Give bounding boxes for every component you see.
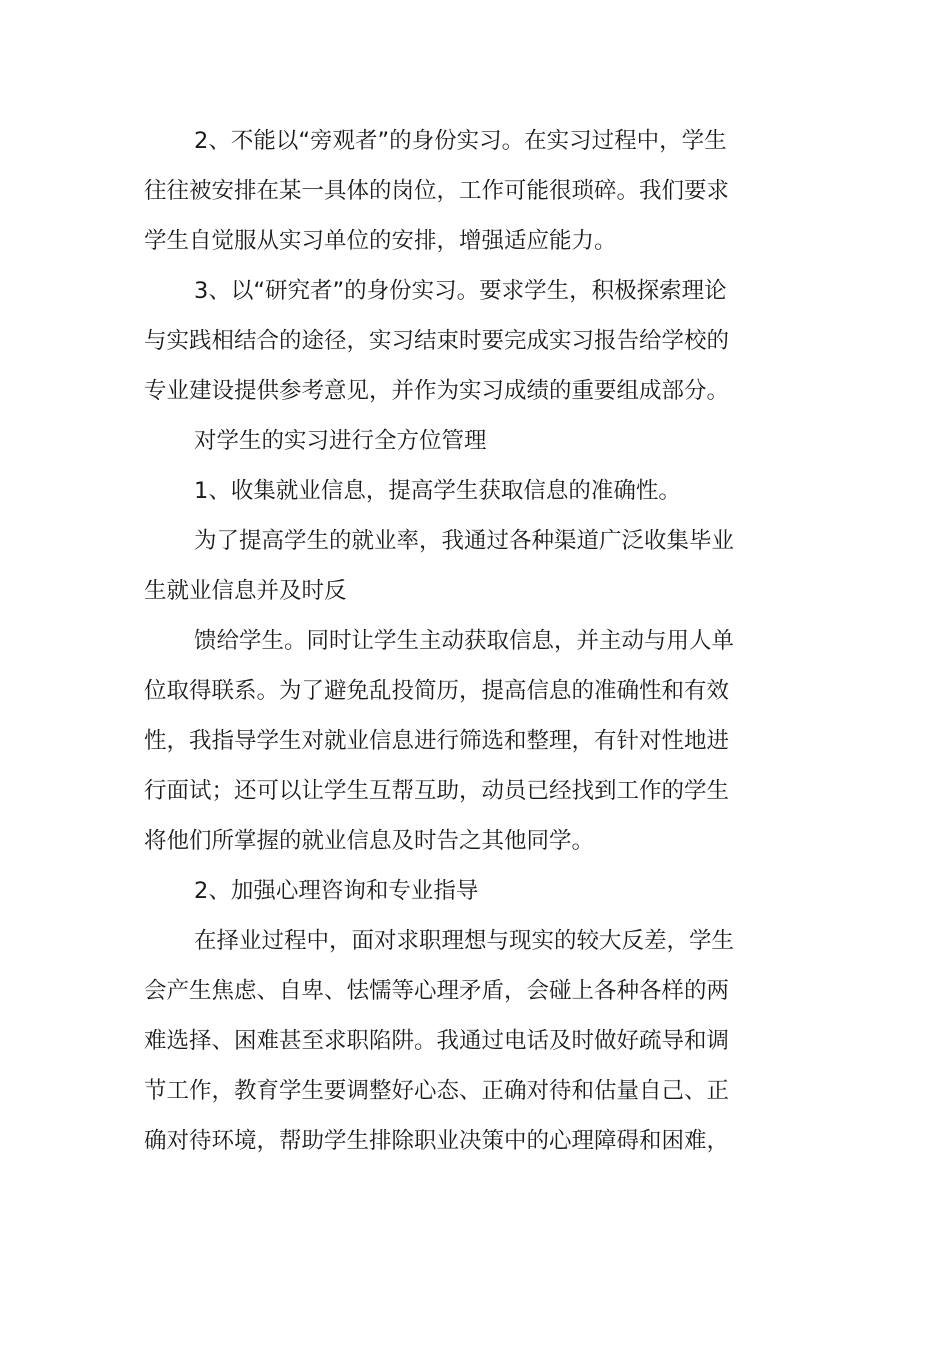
document-body — [144, 116, 744, 1166]
paragraph-researcher-internship: 3、以“研究者”的身份实习。要求学生，积极探索理论与实践相结合的途径，实习结束时要完成实习报告给学校的专业建设提供参考意见，并作为实习成绩的重要组成部分。 — [144, 278, 730, 404]
subheading-collect-info: 1、收集就业信息，提高学生获取信息的准确性。 — [194, 478, 681, 504]
paragraph-employment-rate: 为了提高学生的就业率，我通过各种渠道广泛收集毕业生就业信息并及时反 — [144, 528, 735, 604]
paragraph-bystander-internship: 2、不能以“旁观者”的身份实习。在实习过程中，学生往往被安排在某一具体的岗位，工作可能很琐碎。我们要求学生自觉服从实习单位的安排，增强适应能力。 — [144, 128, 730, 254]
paragraph-job-selection: 在择业过程中，面对求职理想与现实的较大反差，学生会产生焦虑、自卑、怯懦等心理矛盾，会碰上各种各样的两难选择、困难甚至求职陷阱。我通过电话及时做好疏导和调节工作，教育学生要调整好心态、正确对待和估量自己、正确对待环境，帮助学生排除职业决策中的心理障碍和困难， — [144, 928, 735, 1154]
section-heading-management: 对学生的实习进行全方位管理 — [194, 428, 487, 454]
paragraph-feedback: 馈给学生。同时让学生主动获取信息，并主动与用人单位取得联系。为了避免乱投简历，提高信息的准确性和有效性，我指导学生对就业信息进行筛选和整理，有针对性地进行面试；还可以让学生互帮互助，动员已经找到工作的学生将他们所掌握的就业信息及时告之其他同学。 — [144, 628, 735, 854]
subheading-counseling: 2、加强心理咨询和专业指导 — [194, 878, 479, 904]
